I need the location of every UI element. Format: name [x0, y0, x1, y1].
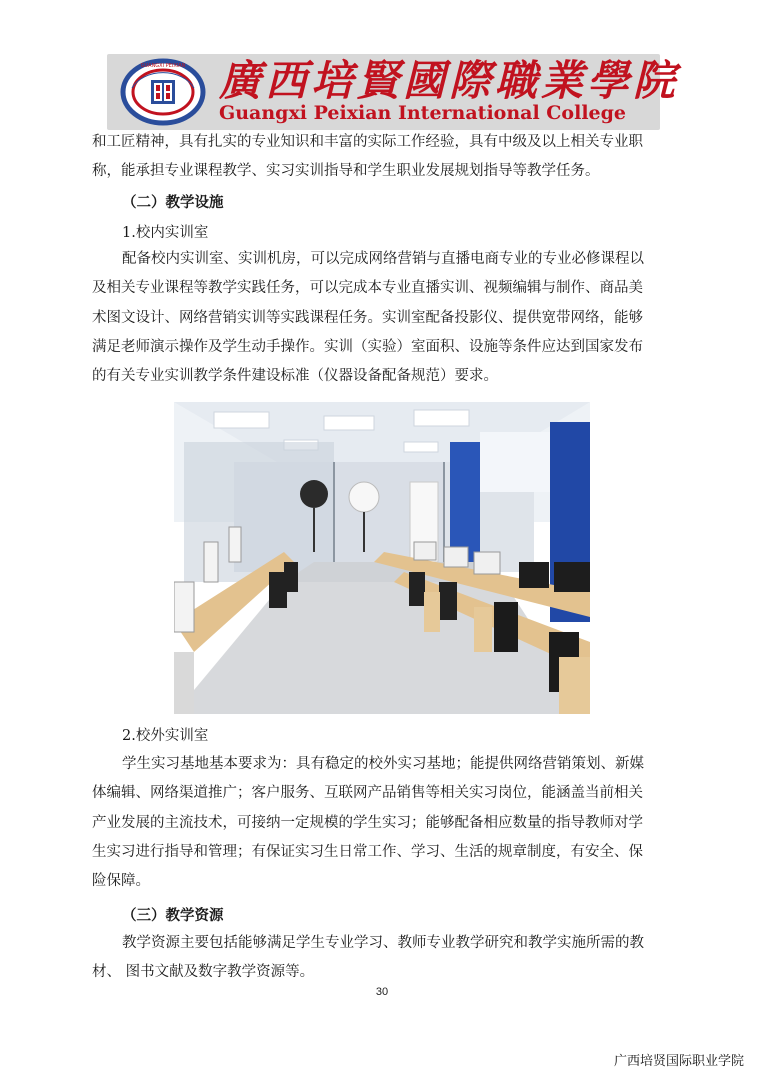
- oncampus-paragraph: [92, 245, 674, 391]
- section-heading-resources: （三）教学资源: [122, 907, 224, 924]
- text-line: 和工匠精神，具有扎实的专业知识和丰富的实际工作经验，具有中级及以上相关专业职: [92, 134, 643, 150]
- text-line: 产业发展的主流技术，可接纳一定规模的学生实习；能够配备相应数量的指导教师对学: [92, 814, 643, 831]
- header-banner: [107, 54, 680, 130]
- page-number: 30: [375, 986, 389, 998]
- training-room-photo: [174, 402, 590, 714]
- text-line: 学生实习基地基本要求为：具有稳定的校外实习基地；能提供网络营销策划、新媒: [122, 756, 644, 772]
- text-line: 配备校内实训室、实训机房，可以完成网络营销与直播电商专业的专业必修课程以: [122, 251, 644, 267]
- section-heading-facilities: （二）教学设施: [122, 194, 224, 211]
- text-line: 险保障。: [92, 873, 150, 890]
- text-line: 教学资源主要包括能够满足学生专业学习、教师专业教学研究和教学实施所需的教: [122, 935, 644, 951]
- resources-paragraph: [92, 929, 674, 988]
- footer-organization: 广西培贤国际职业学院: [613, 1054, 744, 1069]
- college-name-cn: 廣西培賢國際職業學院: [219, 56, 680, 105]
- offcampus-paragraph: [92, 750, 674, 896]
- text-line: 及相关专业课程等教学实践任务，可以完成本专业直播实训、视频编辑与制作、商品美: [92, 280, 643, 297]
- text-line: 满足老师演示操作及学生动手操作。实训（实验）室面积、设施等条件应达到国家发布: [92, 338, 643, 355]
- text-line: 的有关专业实训教学条件建设标准（仪器设备配备规范）要求。: [92, 368, 498, 385]
- text-line: 材、 图书文献及数字教学资源等。: [92, 964, 315, 981]
- subsection-title-offcampus: 2.校外实训室: [122, 728, 209, 744]
- text-line: 体编辑、网络渠道推广；客户服务、互联网产品销售等相关实习岗位，能涵盖当前相关: [92, 785, 643, 802]
- continued-paragraph: [92, 128, 674, 187]
- svg-text:GUANGXI PEIXIAN: GUANGXI PEIXIAN: [140, 63, 186, 69]
- subsection-title-oncampus: 1.校内实训室: [122, 225, 209, 241]
- college-logo-icon: [118, 58, 208, 126]
- text-line: 生实习进行指导和管理；有保证实习生日常工作、学习、生活的规章制度，有安全、保: [92, 843, 643, 860]
- text-line: 称，能承担专业课程教学、实习实训指导和学生职业发展规划指导等教学任务。: [92, 163, 600, 180]
- college-name-en: Guangxi Peixian International College: [219, 102, 626, 124]
- text-line: 术图文设计、网络营销实训等实践课程任务。实训室配备投影仪、提供宽带网络，能够: [92, 309, 643, 326]
